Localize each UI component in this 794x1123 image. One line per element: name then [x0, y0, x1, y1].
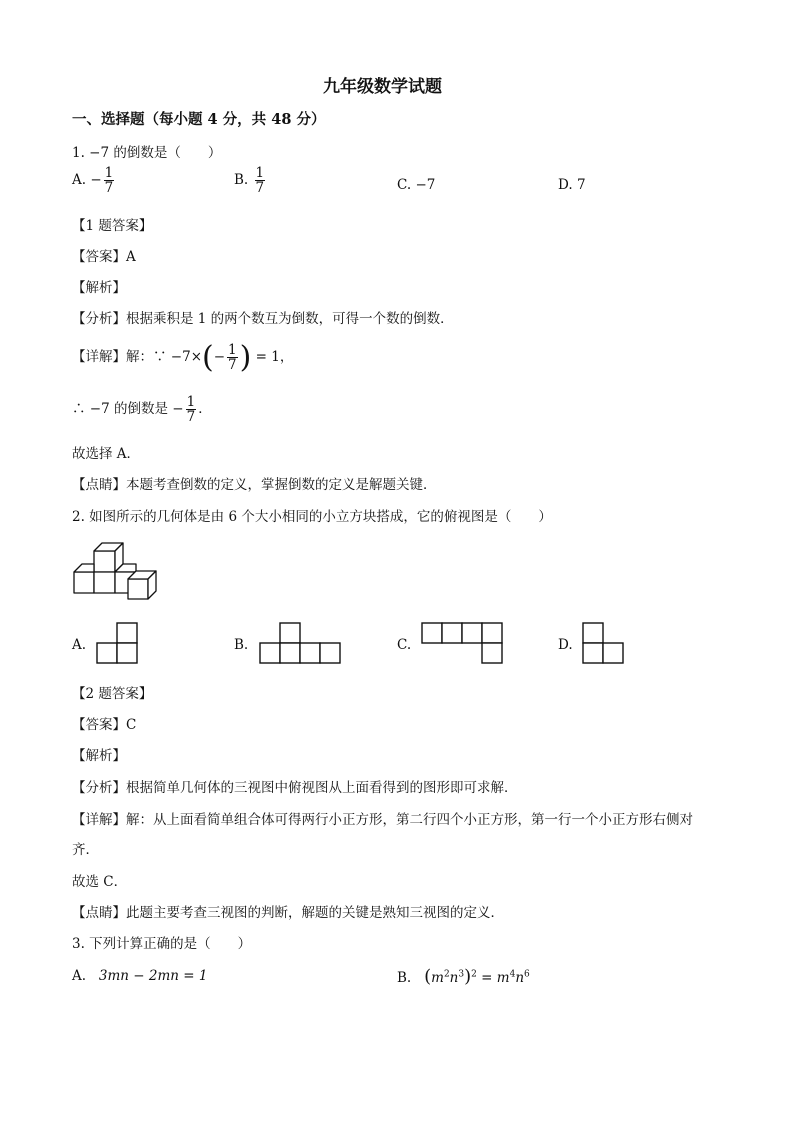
fraction	[255, 166, 266, 195]
option-label: B.	[234, 172, 249, 189]
q2-choose: 故选 C．	[72, 874, 128, 890]
q1-option-b	[234, 166, 267, 195]
option-sign: −	[90, 172, 102, 189]
q1-conclusion	[72, 395, 212, 424]
q2-option-d-label: D.	[558, 637, 573, 653]
conclusion-prefix: ∴ −7 的倒数是 −	[72, 401, 184, 418]
question-3-stem: 3. 下列计算正确的是（ ）	[72, 936, 252, 952]
q1-option-d	[558, 177, 586, 193]
exp-1: 2	[443, 969, 450, 980]
denominator: 7	[186, 409, 196, 426]
q2-option-a-figure	[96, 622, 140, 664]
fraction	[227, 343, 238, 372]
cube-figure	[74, 542, 166, 600]
q2-fenxi: 【分析】根据简单几何体的三视图中俯视图从上面看得到的图形即可求解．	[72, 780, 518, 796]
exp-outer: 2	[471, 969, 477, 980]
section-heading: 一、选择题（每小题 4 分，共 48 分）	[72, 111, 326, 128]
detail-prefix: 【详解】解：∵ −7×	[72, 349, 203, 365]
q1-answer: 【答案】A	[72, 249, 136, 265]
q2-option-c-figure	[421, 622, 505, 664]
q1-analysis-header: 【解析】	[72, 280, 126, 296]
q2-dianjing: 【点睛】此题主要考查三视图的判断，解题的关键是熟知三视图的定义．	[72, 905, 504, 921]
fraction	[104, 166, 115, 195]
q2-option-a-label: A.	[72, 637, 87, 653]
rhs-n: n	[515, 970, 525, 986]
left-paren: (	[202, 340, 214, 375]
q3-option-b	[397, 966, 530, 987]
rhs-m: = m	[481, 970, 510, 986]
q2-detail-line2: 齐．	[72, 842, 99, 858]
option-label: D.	[558, 177, 573, 193]
numerator: 1	[255, 165, 265, 181]
q1-dianjing: 【点睛】本题考查倒数的定义，掌握倒数的定义是解题关键．	[72, 477, 437, 493]
option-label: A.	[72, 172, 87, 189]
numerator: 1	[186, 394, 196, 410]
q1-option-c	[397, 177, 435, 193]
exp-3: 4	[509, 969, 516, 980]
denominator: 7	[255, 180, 265, 197]
option-label: B.	[397, 970, 412, 986]
q3-option-a	[72, 968, 207, 984]
q2-option-b-label: B.	[234, 637, 249, 653]
var-n: n	[449, 970, 459, 986]
numerator: 1	[104, 165, 114, 181]
option-expr: 3mn − 2mn = 1	[98, 968, 208, 984]
option-label: A.	[72, 968, 87, 984]
var-m: m	[431, 970, 444, 986]
option-text: −7	[415, 177, 436, 193]
question-1-stem: 1. −7 的倒数是（ ）	[72, 145, 222, 161]
q1-choose: 故选择 A．	[72, 446, 141, 462]
q2-option-c-label: C.	[397, 637, 412, 653]
q1-answer-header: 【1 题答案】	[72, 218, 153, 234]
q1-fenxi: 【分析】根据乘积是 1 的两个数互为倒数，可得一个数的倒数．	[72, 311, 454, 327]
denominator: 7	[228, 357, 237, 373]
denominator: 7	[104, 180, 114, 197]
q2-option-b-figure	[259, 622, 343, 664]
detail-suffix: = 1，	[255, 349, 294, 365]
left-paren: (	[424, 966, 432, 987]
fraction	[186, 395, 197, 424]
q1-detail	[72, 340, 293, 375]
q2-option-d-figure	[582, 622, 626, 664]
numerator: 1	[228, 341, 237, 358]
q2-analysis-header: 【解析】	[72, 748, 126, 764]
right-paren: )	[239, 340, 252, 375]
detail-inner-sign: −	[213, 349, 226, 365]
q2-answer: 【答案】C	[72, 717, 137, 733]
q2-detail-line1: 【详解】解：从上面看简单组合体可得两行小正方形，第二行四个小正方形，第一行一个小正方形右侧对	[72, 812, 693, 828]
option-text: 7	[576, 177, 586, 193]
q1-option-a	[72, 166, 116, 195]
question-2-stem: 2. 如图所示的几何体是由 6 个大小相同的小立方块搭成，它的俯视图是（ ）	[72, 509, 552, 525]
exp-2: 3	[458, 969, 465, 980]
q2-answer-header: 【2 题答案】	[72, 686, 153, 702]
page-title: 九年级数学试题	[323, 77, 442, 97]
option-label: C.	[397, 177, 412, 193]
right-paren: )	[464, 966, 472, 987]
exp-4: 6	[524, 969, 530, 980]
conclusion-suffix: ．	[198, 401, 212, 418]
